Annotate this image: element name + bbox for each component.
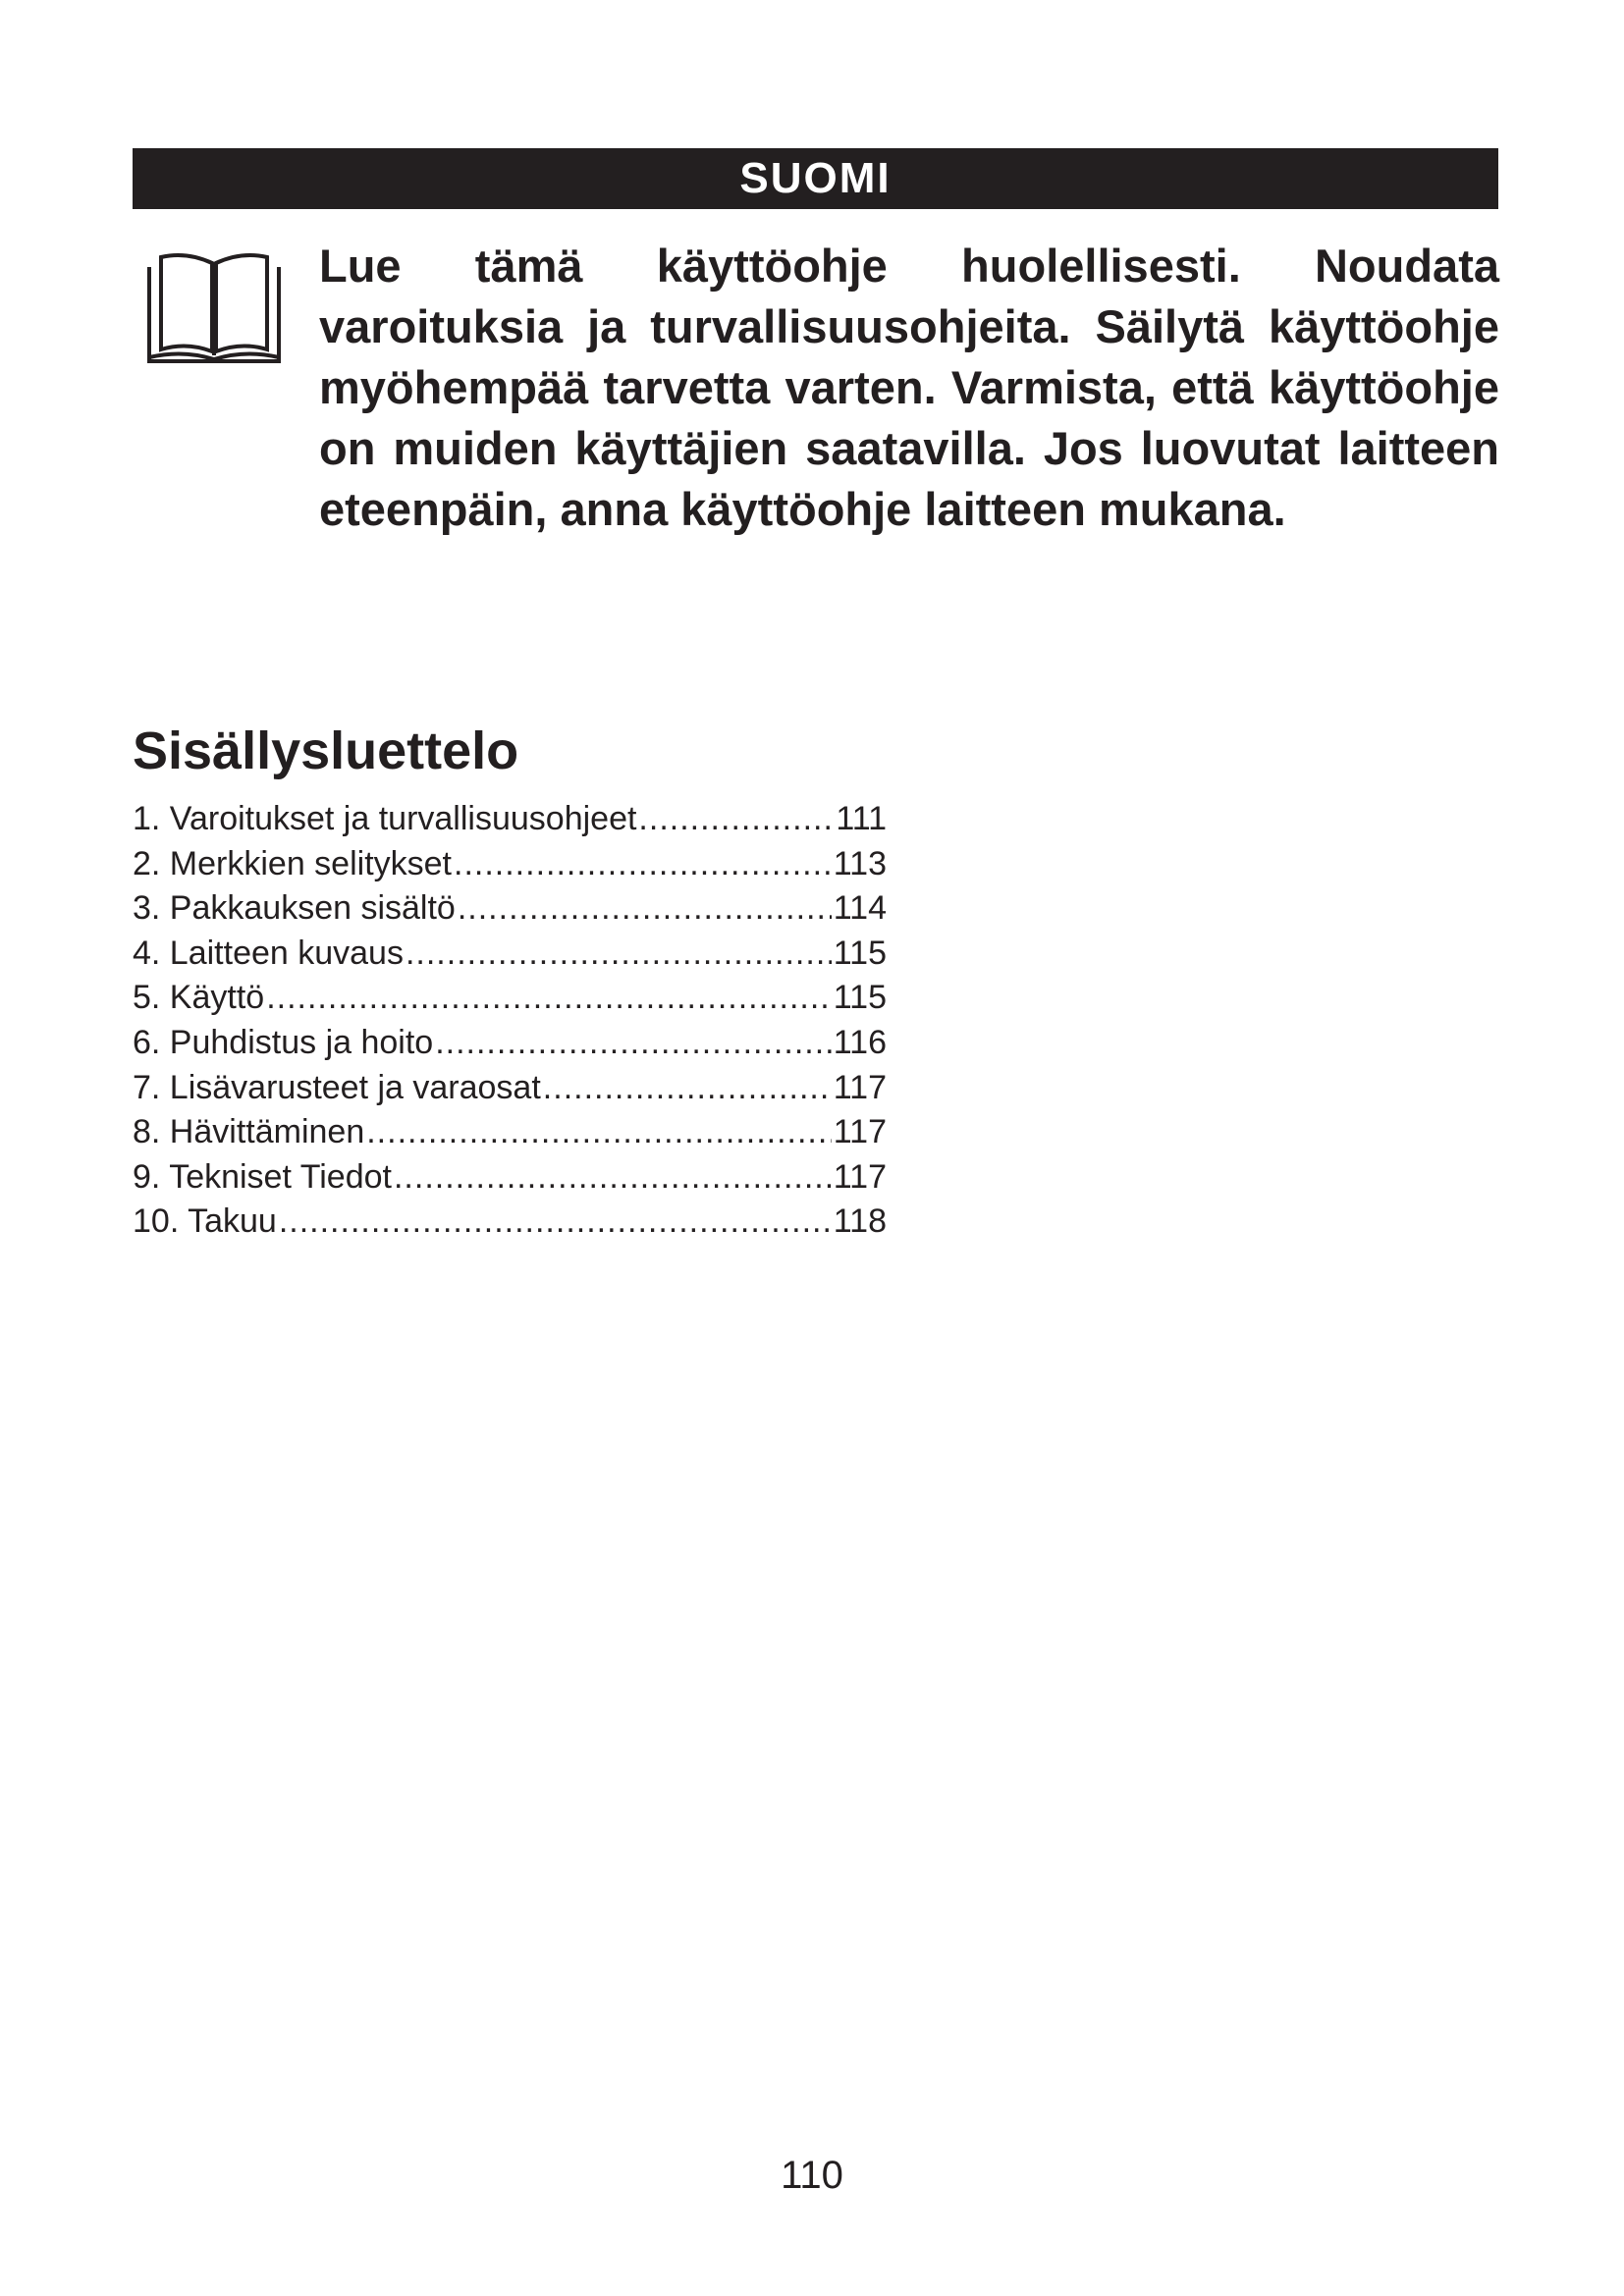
toc-item-disposal[interactable]: [133, 1110, 887, 1155]
toc-item-page: 118: [833, 1202, 887, 1241]
toc-item-page: 113: [833, 844, 887, 882]
toc-item-label: 7. Lisävarusteet ja varaosat: [133, 1068, 541, 1106]
toc-item-warnings[interactable]: [133, 797, 887, 842]
toc-leader-dots: [266, 976, 832, 1021]
toc-item-page: 117: [833, 1068, 887, 1106]
toc-item-page: 115: [833, 934, 887, 972]
toc-leader-dots: [366, 1110, 832, 1155]
toc-item-label: 1. Varoitukset ja turvallisuusohjeet: [133, 800, 637, 837]
intro-text: Lue tämä käyttöohje huolellisesti. Noudata varoituksia ja turvallisuusohjeita. Säilytä käyttöohje myöhempää tarvetta varten. Varmista, että käyttöohje on muiden käyttäjien saatavilla. Jos luovutat laitteen eteenpäin, anna käyttöohje laitteen mukana.: [319, 240, 1499, 535]
toc-item-package-contents[interactable]: [133, 886, 887, 932]
toc-leader-dots: [279, 1200, 832, 1245]
toc-leader-dots: [406, 932, 832, 977]
toc-item-page: 117: [833, 1157, 887, 1196]
toc-item-label: 2. Merkkien selitykset: [133, 844, 452, 882]
toc-item-label: 9. Tekniset Tiedot: [133, 1157, 392, 1196]
toc-item-page: 114: [833, 889, 887, 928]
toc-item-cleaning[interactable]: [133, 1021, 887, 1066]
toc-item-usage[interactable]: [133, 976, 887, 1021]
language-header: SUOMI: [133, 148, 1498, 209]
toc-leader-dots: [458, 886, 832, 932]
page-number: 110: [781, 2154, 843, 2197]
toc-item-page: 111: [836, 800, 887, 837]
toc-item-label: 10. Takuu: [133, 1202, 277, 1241]
toc-item-page: 117: [833, 1113, 887, 1151]
toc-item-device-description[interactable]: [133, 932, 887, 977]
toc-leader-dots: [638, 797, 834, 842]
toc-leader-dots: [435, 1021, 832, 1066]
toc-item-label: 3. Pakkauksen sisältö: [133, 889, 456, 928]
book-icon: [143, 245, 285, 367]
toc-item-label: 8. Hävittäminen: [133, 1113, 365, 1151]
toc-item-symbols[interactable]: [133, 842, 887, 887]
toc-item-page: 116: [833, 1023, 887, 1061]
toc-item-accessories[interactable]: [133, 1066, 887, 1111]
toc-item-label: 5. Käyttö: [133, 979, 265, 1017]
table-of-contents: [133, 797, 887, 1245]
toc-item-technical-data[interactable]: [133, 1155, 887, 1201]
toc-leader-dots: [454, 842, 832, 887]
toc-leader-dots: [543, 1066, 832, 1111]
toc-item-label: 4. Laitteen kuvaus: [133, 934, 404, 972]
toc-item-warranty[interactable]: [133, 1200, 887, 1245]
toc-item-label: 6. Puhdistus ja hoito: [133, 1023, 434, 1061]
toc-leader-dots: [394, 1155, 832, 1201]
toc-item-page: 115: [833, 979, 887, 1017]
toc-title: Sisällysluettelo: [133, 721, 519, 780]
